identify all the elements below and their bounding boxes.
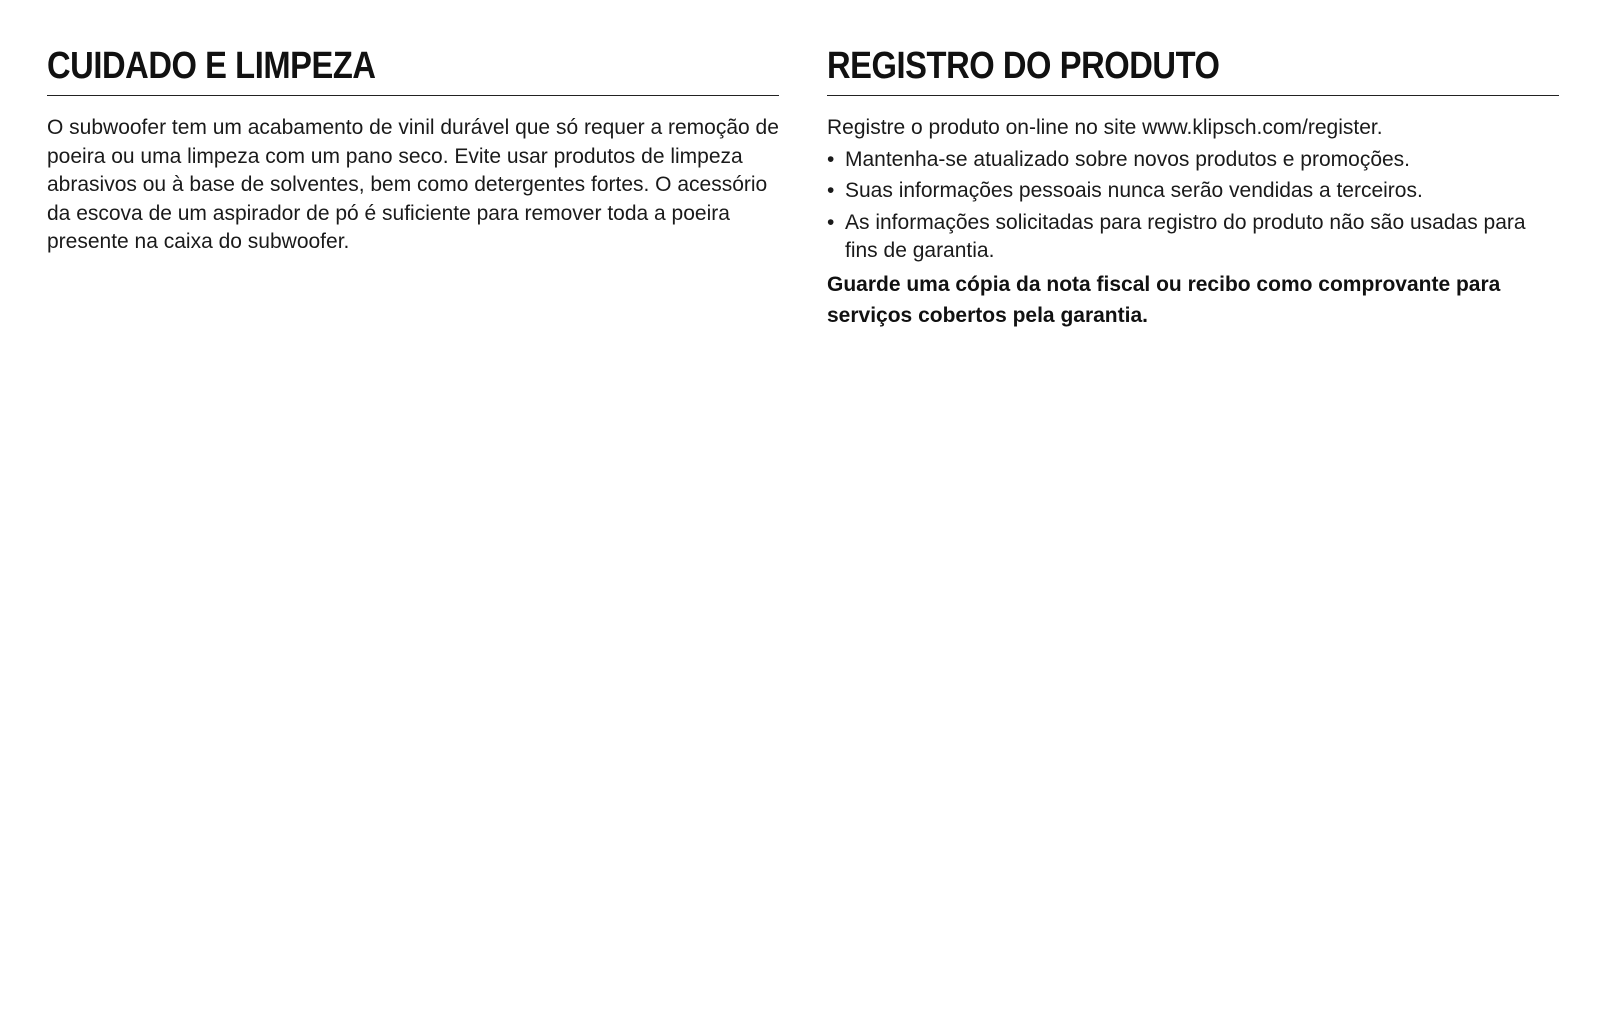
registration-heading-rule	[827, 95, 1559, 96]
bullet-icon: •	[827, 210, 835, 234]
receipt-note: Guarde uma cópia da nota fiscal ou recibo como comprovante para serviços cobertos pela garantia.	[827, 272, 1501, 327]
registration-intro: Registre o produto on-line no site www.klipsch.com/register.	[827, 116, 1383, 139]
list-item-text: As informações solicitadas para registro do produto não são usadas para fins de garantia.	[845, 210, 1526, 262]
care-heading: CUIDADO E LIMPEZA	[47, 45, 376, 87]
list-item-text: Mantenha-se atualizado sobre novos produtos e promoções.	[845, 147, 1411, 171]
list-item	[827, 209, 1559, 266]
bullet-icon: •	[827, 147, 835, 171]
registration-section	[827, 40, 1559, 331]
bullet-icon: •	[827, 179, 835, 202]
care-body-text: O subwoofer tem um acabamento de vinil durável que só requer a remoção de poeira ou uma limpeza com um pano seco. Evite usar produtos de limpeza abrasivos ou à base de solventes, bem como detergentes fortes. O acessório da escova de um aspirador de pó é suficiente para remover toda a poeira presente na caixa do subwoofer.	[47, 116, 779, 253]
registration-heading: REGISTRO DO PRODUTO	[827, 45, 1220, 87]
care-heading-rule	[47, 95, 779, 96]
list-item	[827, 177, 1559, 206]
care-section	[47, 40, 779, 257]
list-item-text: Suas informações pessoais nunca serão vendidas a terceiros.	[845, 179, 1423, 202]
registration-bullet-list	[827, 146, 1559, 266]
list-item	[827, 146, 1559, 175]
